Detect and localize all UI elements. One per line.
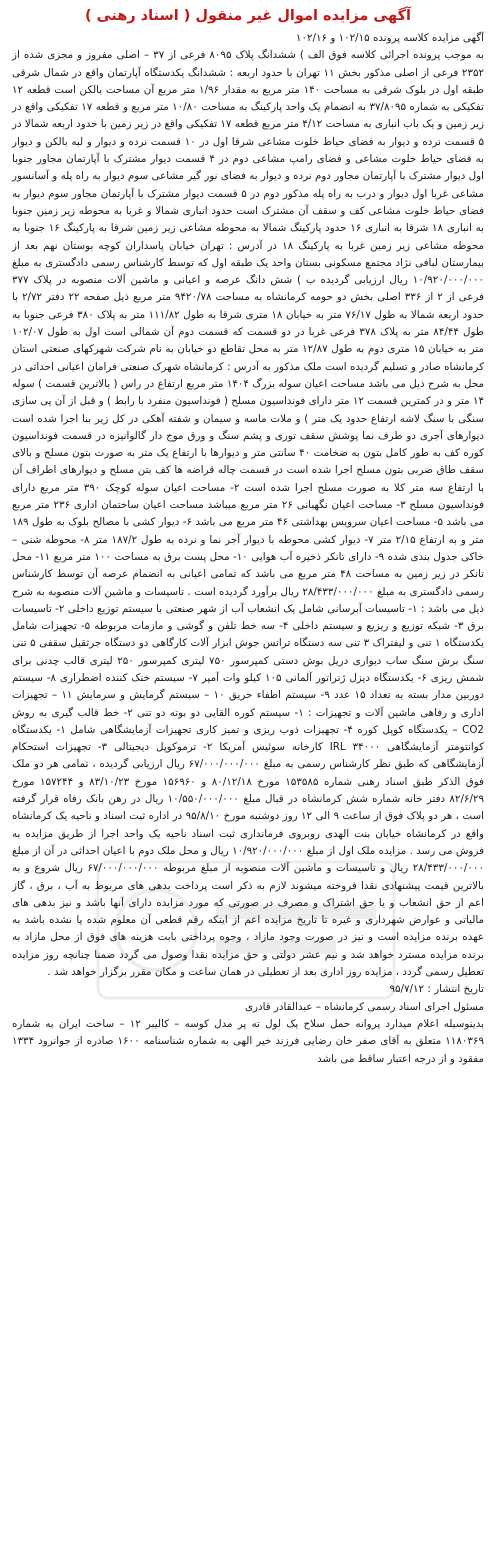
notice-paragraph: به موجب پرونده اجرائی کلاسه فوق الف ) ششدانگ پلاک ۸۰۹۵ فرعی از ۳۷ – اصلی مفروز و مجزی شده از ۲۳۵۲ فرعی از اصلی مذکور بخش ۱۱ تهران با حدود اربعه : ششدانگ یکدستگاه آپارتمان واقع در شمال شرقی طبقه اول در بلوک شرقی به مساحت ۱۴۰ متر مربع به مقدار ۱/۹۶ متر مربع آن مساحت بالکن است قطعه ۱۲ تفکیکی به شماره ۳۷/۸۰۹۵ به انضمام یک واحد پارکینگ به مساحت ۱۰/۸۰ متر مربع و قطعه ۱۷ تفکیکی واقع در زیر زمین و یک باب انباری به مساحت ۴/۱۲ متر مربع قطعه ۱۷ تفکیکی واقع در زیر زمین با حدود اربعه شمالا در ۵ قسمت نرده و دیوار به فضای حیاط خلوت مشاعی شرقا اول در ۱۰ قسمت نرده و دیوار و لبه بالکن و دیوار به فضای حیاط خلوت مشاعی و فضای رامپ مشاعی دوم در ۴ قسمت دیوار مشترک با آپارتمان مجاور جنوبا اول دیوار مشترک با آپارتمان مجاور دوم نرده و دیوار به فضای نور گیر مشاعی سوم دیوار به راه پله و آسانسور مشاعی غربا اول دیوار و درب به راه پله مذکور دوم در ۵ قسمت دیوار مشترک با آپارتمان مجاور سوم دیوار به فضای حیاط خلوت مشاعی کف و سقف آن مشترک است حدود انباری شمالا و غربا به محوطه زیر زمین جنوبا به انباری ۱۸ شرقا به انباری ۱۶ حدود پارکینگ شمالا به محوطه مشاعی زیر زمین شرقا به پارکینگ ۱۶ جنوبا به محوطه مشاعی زیر زمین غربا به پارکینگ ۱۸ در آدرس : تهران خیابان پاسداران کوچه بوستان نهم بعد از بیمارستان لبافی نژاد مجتمع مسکونی بستان واحد یک طبقه اول که توسط کارشناس رسمی دادگستری به مبلغ ۱۰/۹۲۰/۰۰۰/۰۰۰ ریال ارزیابی گردیده ب ) شش دانگ عرصه و اعیانی و ماشین آلات منصوبه در پلاک ۳۷۷ فرعی از ۲ از ۳۳۶ اصلی بخش دو حومه کرمانشاه به مساحت ۹۴۲۰/۷۸ متر مربع ذیل صفحه ۲۲ دفتر ۲/۷۲ با حدود اربعه شمالا به طول ۷۶/۱۷ متر به خیابان ۱۸ متری شرقا به طول ۱۱۱/۸۲ متر به پلاک ۳۸۰ فرعی جنوبا به طول ۸۴/۴۴ متر به پلاک ۳۷۸ فرعی غربا در دو قسمت که قسمت دوم آن شمالی است اول به طول ۱۰۲/۰۷ متر به خیابان ۱۵ متری دوم به طول ۱۲/۸۷ متر به محل تقاطع دو خیابان به نام شرکت شهرکهای صنعتی استان کرمانشاه صادر و تسلیم گردیده است ملک مذکور به آدرس : کرمانشاه شهرک صنعتی فرامان اعیانی احداثی در محل به شرح ذیل می باشد مساحت اعیان سوله بزرگ ۱۴۰۴ متر مربع ارتفاع در راس ( بالاترین قسمت ) سوله ۱۴ متر و در کمترین قسمت ۱۲ متر دارای فونداسیون مسلح ( فونداسیون منفرد با رابط ) و قبل از آن پی سازی سنگی با سنگ لاشه ارتفاع حدود یک متر ) و ملات ماسه و سیمان و شفته آهکی در کل زیر بنا اجرا شده است دیوارهای آجری دو طرف نما پوشش سقف توری و پشم سنگ و ورق موج دار گالوانیزه در قسمت فونداسیون کوره کف به طور کامل بتون به ضخامت ۴۰ سانتی متر و دیوارها با ارتفاع یک متر به صورت بتون مسلح و بالای سقف طاق ضربی بتون مسلح اجرا شده است در قسمت چاله قراضه ها کف بتن مسلح و دیوارهای اطراف آن با ارتفاع سه متر کلا به صورت مسلح اجرا شده است ۲- مساحت اعیان سوله کوچک ۳۹۰ متر مربع دارای فونداسیون مسلح ۳- مساحت اعیان نگهبانی ۲۶ متر مربع میباشد مساحت اعیان ساختمان اداری ۲۳۶ متر مربع می باشد ۵- مساحت اعیان سرویس بهداشتی ۴۶ متر مربع می باشد ۶- دیوار کشی با مصالح بلوک به طول ۱۸۹ متر و به ارتفاع ۲/۱۵ متر ۷- دیوار کشی محوطه با دیوار آجر نما و نرده به طول ۱۸۷/۲ متر ۸- محوطه شنی – خاکی جدول بندی شده ۹- دارای تانکر ذخیره آب هوایی ۱۰- محل پست برق به مساحت ۱۰۰ متر مربع ۱۱- محل تانکر در زیر زمین به مساحت ۴۸ متر مربع می باشد که تمامی اعیانی به انضمام عرصه آن توسط کارشناس رسمی دادگستری به مبلغ ۲۸/۴۳۳/۰۰۰/۰۰۰ ریال برآورد گردیده است . تاسیسات و ماشین آلات منصوبه به شرح ذیل می باشد : ۱- تاسیسات آبرسانی شامل یک انشعاب آب از شهر صنعتی با سیستم توزیع داخلی ۲- تاسیسات برق ۳- شبکه توزیع و ریزیع و سیستم داخلی ۴- سه خط تلفن و گوشی و مازمات مربوطه ۵- تجهیزات شامل یکدستگاه ۱ تنی و لیفتراک ۳ تنی سه دستگاه ترانس جوش ابزار آلات کارگاهی دو دستگاه جرثقیل سقفی ۵ تنی سنگ برش سنگ ساب دیواری دریل بوش دستی کمپرسور ۷۵۰ لیتری کمپرسور ۲۵۰ لیتری قالب چدنی برای شمش ریزی ۶- یکدستگاه دیزل ژنراتور آلمانی ۱۰۵ کیلو وات آمپر ۷- سیستم خنک کننده اضطراری ۸- سیستم دوربین مدار بسته به تعداد ۱۵ عدد ۹- سیستم اطفاء حریق ۱۰ – سیستم گرمایش و سرمایش ۱۱ – تجهیزات اداری و رفاهی ماشین آلات و تجهیزات : ۱- سیستم کوره القایی دو بوته دو تنی ۲- خط قالب گیری به روش CO2 – یکدستگاه کوپل کوره ۴- تجهیزات ذوب ریزی و تمیز کاری تجهیزات آزمایشگاهی شامل ۱- یکدستگاه کوانتومتر آزمایشگاهی IRL ۳۴۰۰۰ کارخانه سوئیس آمریکا ۲- ترموکوپل دیجیتالی ۳- تجهیزات استحکام آزمایشگاهی که طبق نظر کارشناس رسمی به مبلغ ۶۷/۰۰۰/۰۰۰/۰۰۰ ریال ارزیابی گردیده ، تمامی هر دو ملک فوق الذکر طبق اسناد رهنی شماره ۱۵۳۵۸۵ مورخ ۸۰/۱۲/۱۸ و ۱۵۶۹۶۰ مورخ ۸۳/۱۰/۲۳ و ۱۵۷۲۴۴ مورخ ۸۲/۶/۲۹ دفتر خانه شماره شش کرمانشاه در قبال مبلغ ۱۰/۵۵۰/۰۰۰/۰۰۰ ریال در رهن بانک رفاه قرار گرفته است ، هر دو پلاک فوق از ساعت ۹ الی ۱۲ روز دوشنبه مورخ ۹۵/۸/۱۰ در اداره ثبت اسناد و ناحیه یک کرمانشاه واقع در کرمانشاه خیابان بنت الهدی روبروی فرمانداری ثبت اسناد ناحیه یک واحد اجرا از طریق مزایده به فروش می رسد . مزایده ملک اول از مبلغ ۱۰/۹۲۰/۰۰۰/۰۰۰ ریال و محل ملک دوم با اعیان احداثی در آن از مبلغ ۲۸/۴۳۳/۰۰۰/۰۰۰ ریال و تاسیسات و ماشین آلات منصوبه از مبلغ مربوطه ۶۷/۰۰۰/۰۰۰/۰۰۰ ریال شروع و به بالاترین قیمت پیشنهادی نقدا فروخته میشوند لازم به ذکر است پرداخت بدهی های مربوط به آب ، برق ، گاز اعم از حق انشعاب و یا حق اشتراک و مصرف در صورتی که مورد مزایده دارای آنها باشد و نیز بدهی های مالیاتی و عوارض شهرداری و غیره تا تاریخ مزایده اعم از اینکه رقم قطعی آن معلوم شده یا نشده باشد به عهده برنده مزایده است و نیز در صورت وجود مازاد ، وجوه پرداختی بابت هزینه های فوق از محل مازاد به برنده مزایده مسترد خواهد شد و نیم عشر دولتی و حق مزایده نقدا وصول می گردد ضمنا چنانچه روز مزایده تعطیل رسمی گردد ، مزایده روز اداری بعد از تعطیلی در همان ساعت و مکان مقرر برگزار خواهد شد . [12,49,485,979]
notice-intro: آگهی مزایده کلاسه پرونده ۱۰۲/۱۵ و ۱۰۲/۱۶ [295,32,484,44]
publish-date: تاریخ انتشار : ۹۵/۷/۱۲ [389,983,484,996]
notice-body [12,30,484,1068]
signature: مسئول اجرای اسناد رسمی کرمانشاه – عبدالقادر قادری [244,1000,484,1013]
notice-title: آگهی مزایده اموال غیر منقول ( اسناد رهنی ) [84,8,412,24]
lost-permit-notice: بدینوسیله اعلام میدارد پروانه حمل سلاح یک لول ته پر مدل کوسه – کالیبر ۱۲ – ساخت ایران به شماره ۱۱۸۰۳۶۹ متعلق به آقای صفر خان رضایی فرزند خیر الهی به شماره شناسنامه ۱۶۰۰ صادره از جوانرود ۱۳۳۴ مفقود و از درجه اعتبار ساقط می باشد [12,1017,484,1065]
